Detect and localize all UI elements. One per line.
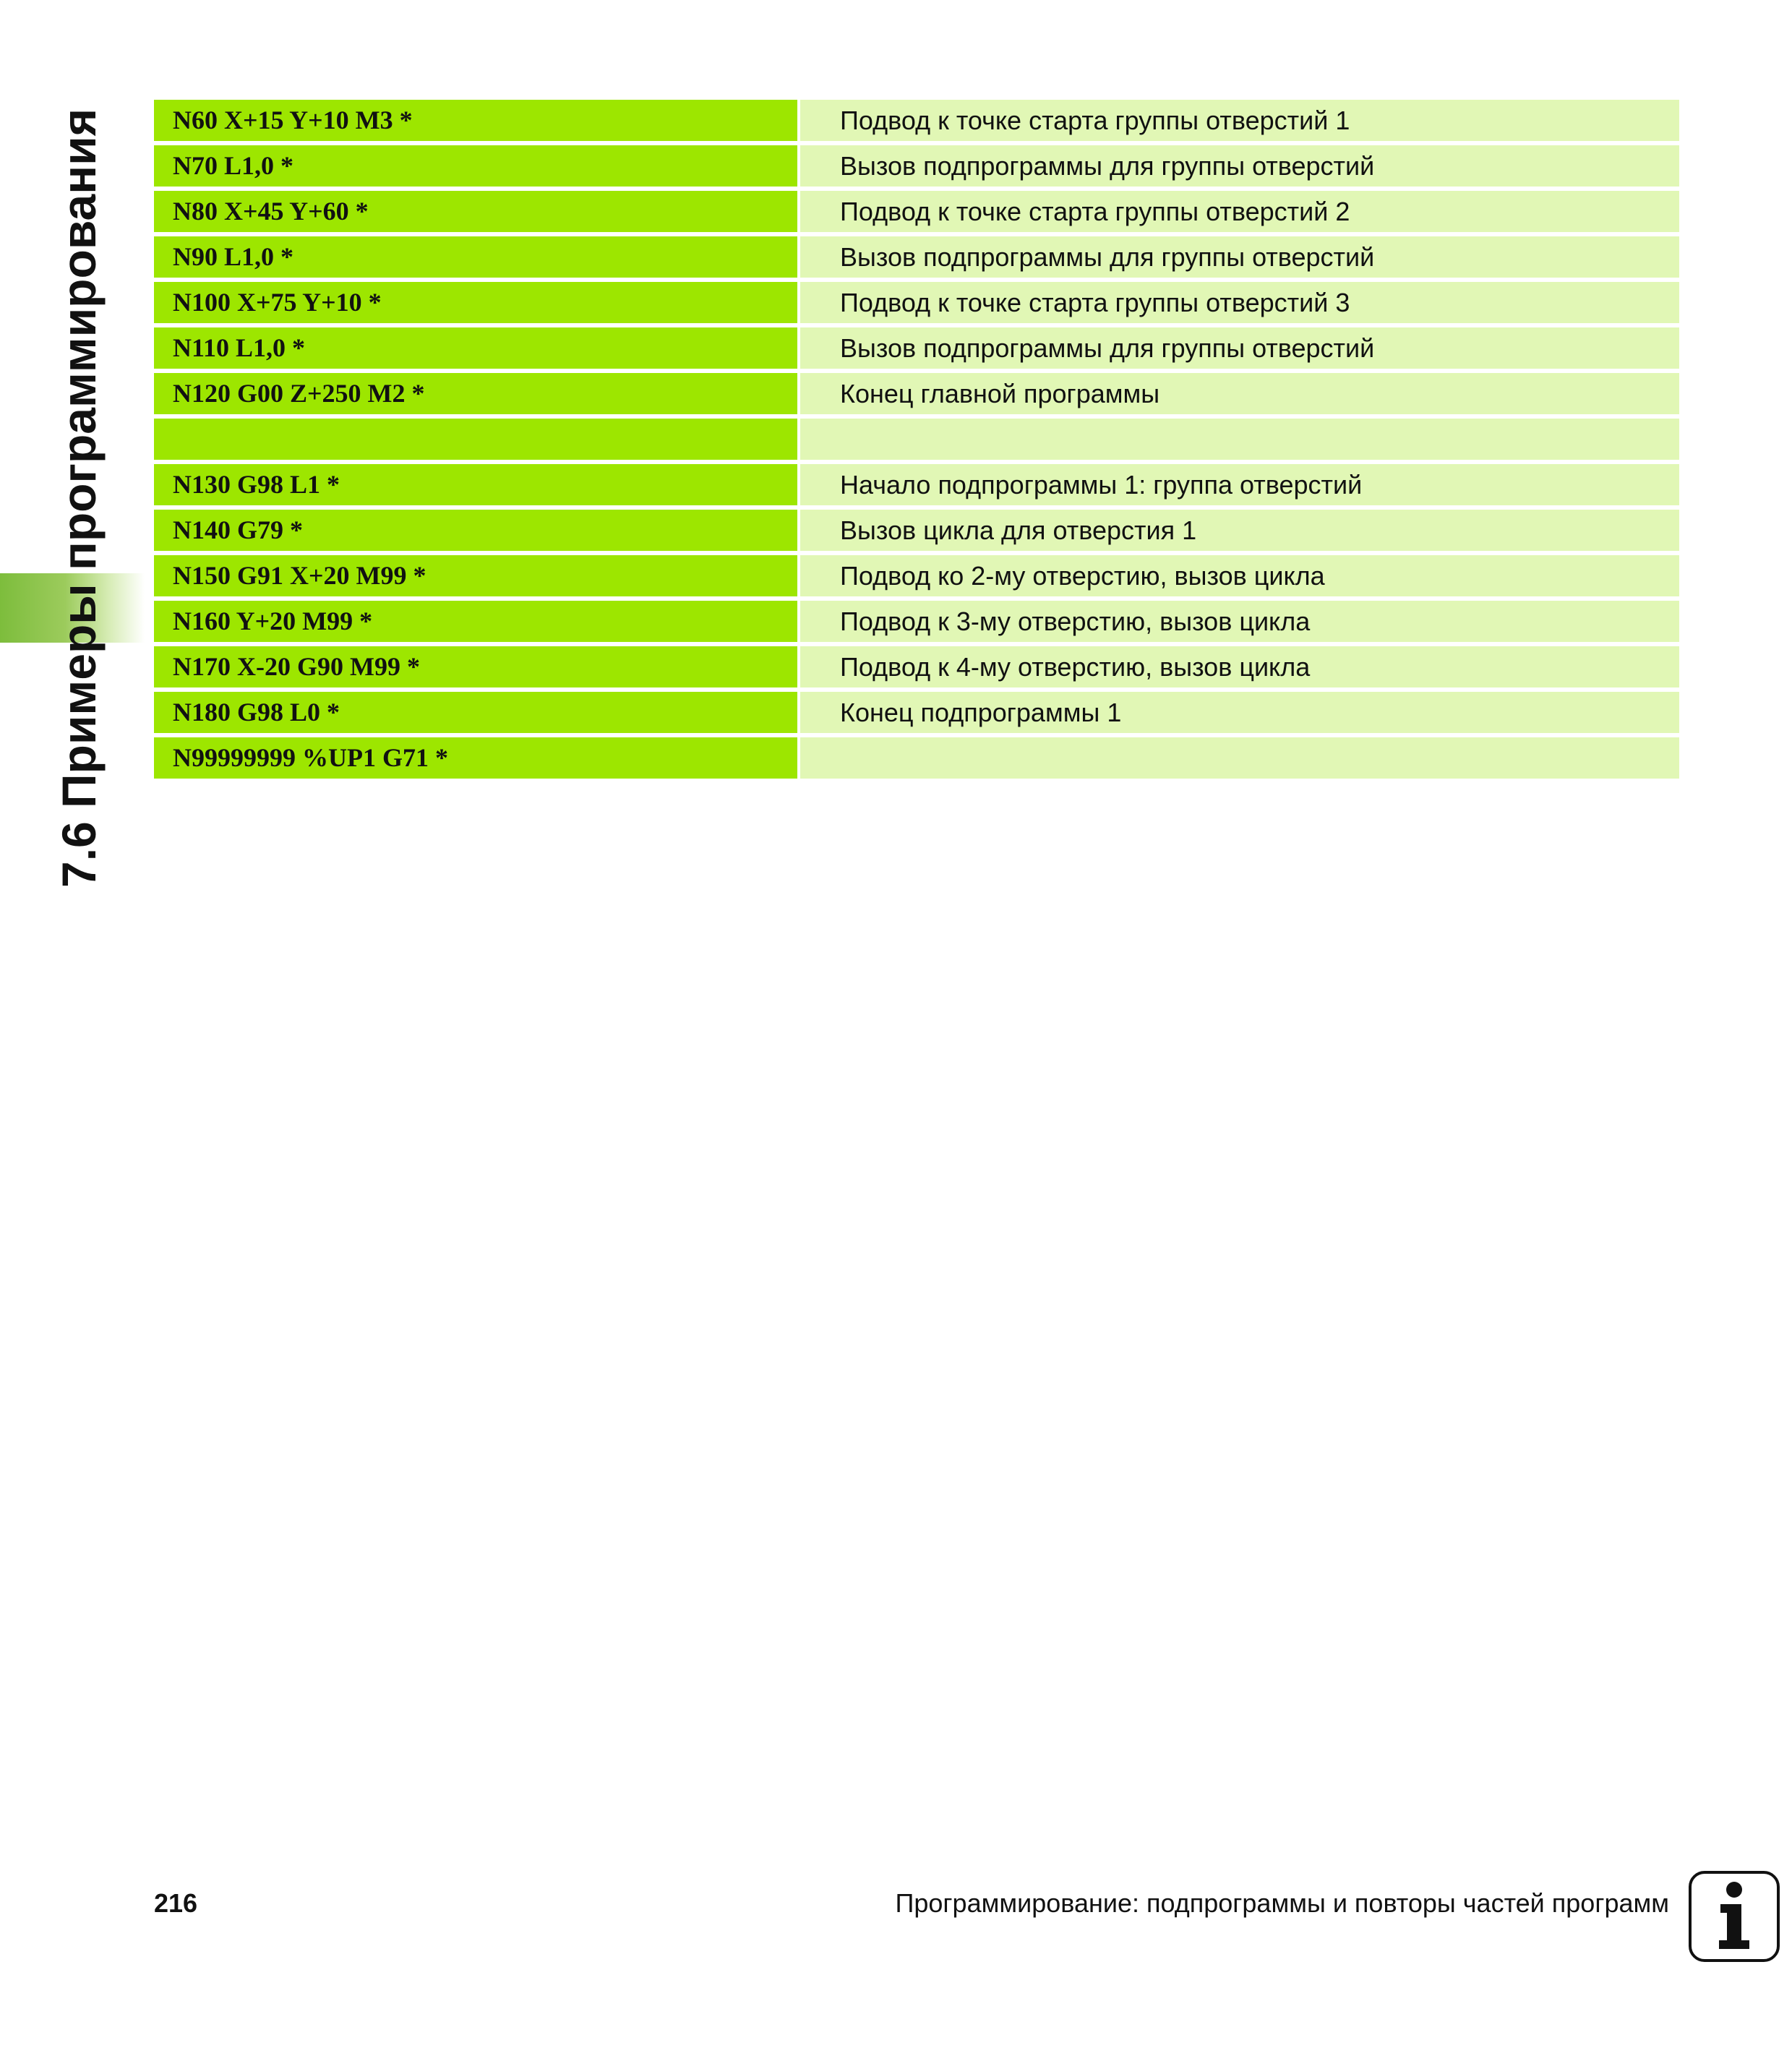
nc-code-cell: N170 X-20 G90 M99 *: [154, 646, 797, 687]
comment-cell: [800, 419, 1679, 460]
nc-code-cell: N70 L1,0 *: [154, 145, 797, 187]
nc-code-cell: N80 X+45 Y+60 *: [154, 191, 797, 232]
nc-code-cell: N99999999 %UP1 G71 *: [154, 737, 797, 779]
nc-code-cell: N120 G00 Z+250 M2 *: [154, 373, 797, 414]
table-row: [154, 191, 1679, 232]
nc-code-cell: N130 G98 L1 *: [154, 464, 797, 505]
table-row: [154, 510, 1679, 551]
table-row-empty: [154, 419, 1679, 460]
table-row: [154, 464, 1679, 505]
nc-code-cell: N110 L1,0 *: [154, 327, 797, 369]
comment-cell: Начало подпрограммы 1: группа отверстий: [800, 464, 1679, 505]
comment-cell: Подвод к точке старта группы отверстий 3: [800, 282, 1679, 323]
footer-chapter-title: Программирование: подпрограммы и повторы частей программ: [895, 1888, 1669, 1918]
table-row: [154, 100, 1679, 141]
nc-code-cell: N180 G98 L0 *: [154, 692, 797, 733]
nc-code-cell: N150 G91 X+20 M99 *: [154, 555, 797, 596]
nc-code-cell: N90 L1,0 *: [154, 236, 797, 278]
comment-cell: Конец подпрограммы 1: [800, 692, 1679, 733]
comment-cell: Подвод к точке старта группы отверстий 1: [800, 100, 1679, 141]
table-row: [154, 236, 1679, 278]
comment-cell: Конец главной программы: [800, 373, 1679, 414]
table-row: [154, 327, 1679, 369]
comment-cell: Подвод ко 2-му отверстию, вызов цикла: [800, 555, 1679, 596]
comment-cell: Подвод к 3-му отверстию, вызов цикла: [800, 601, 1679, 642]
table-row: [154, 555, 1679, 596]
table-row: [154, 737, 1679, 779]
comment-cell: Подвод к 4-му отверстию, вызов цикла: [800, 646, 1679, 687]
comment-cell: [800, 737, 1679, 779]
info-icon[interactable]: [1689, 1871, 1780, 1962]
table-row: [154, 373, 1679, 414]
nc-code-cell: N160 Y+20 M99 *: [154, 601, 797, 642]
table-row: [154, 282, 1679, 323]
nc-code-cell: N140 G79 *: [154, 510, 797, 551]
comment-cell: Вызов подпрограммы для группы отверстий: [800, 145, 1679, 187]
table-row: [154, 601, 1679, 642]
section-title: 7.6 Примеры программирования: [52, 108, 106, 888]
page-number: 216: [154, 1888, 198, 1918]
nc-code-cell: N60 X+15 Y+10 M3 *: [154, 100, 797, 141]
nc-code-cell: [154, 419, 797, 460]
comment-cell: Вызов подпрограммы для группы отверстий: [800, 236, 1679, 278]
nc-code-cell: N100 X+75 Y+10 *: [154, 282, 797, 323]
program-listing-table: [154, 100, 1679, 783]
table-row: [154, 646, 1679, 687]
comment-cell: Подвод к точке старта группы отверстий 2: [800, 191, 1679, 232]
comment-cell: Вызов подпрограммы для группы отверстий: [800, 327, 1679, 369]
table-row: [154, 145, 1679, 187]
table-row: [154, 692, 1679, 733]
comment-cell: Вызов цикла для отверстия 1: [800, 510, 1679, 551]
